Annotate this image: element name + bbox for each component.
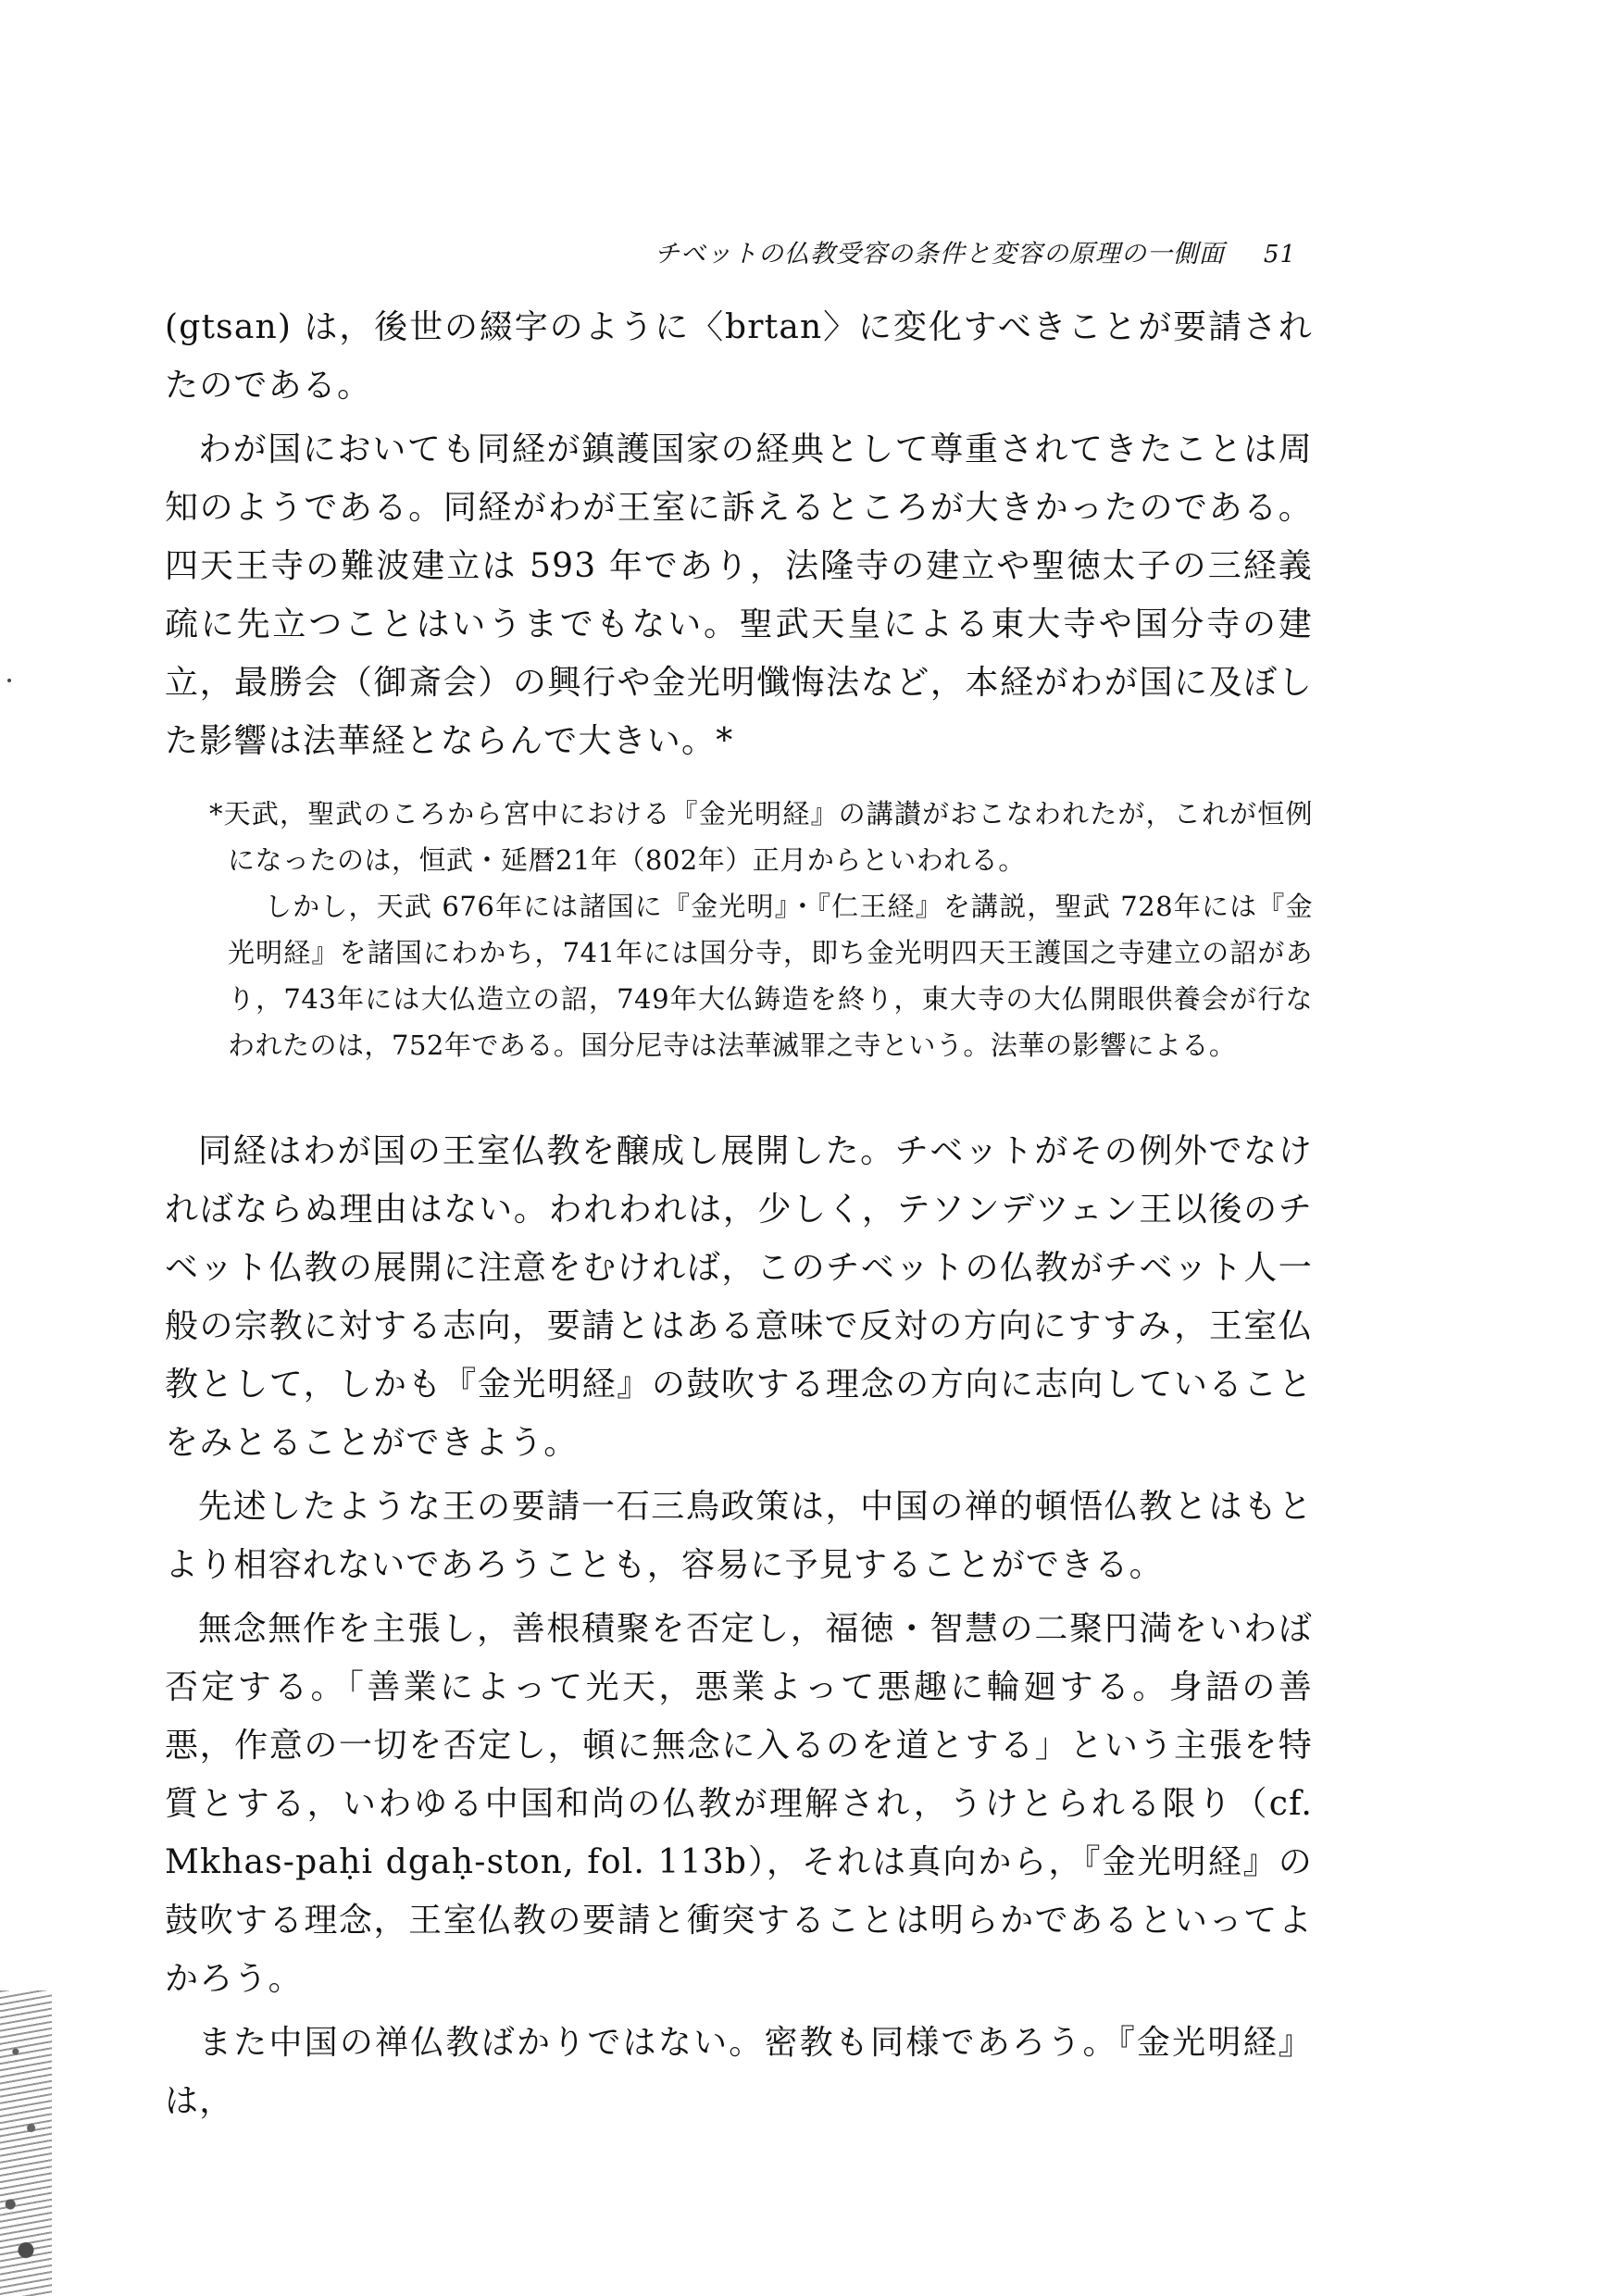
paragraph: 同経はわが国の王室仏教を醸成し展開した。チベットがその例外でなければならぬ理由はない。われわれは，少しく，テソンデツェン王以後のチベット仏教の展開に注意をむければ，このチベットの仏教がチベット人一般の宗教に対する志向，要請とはある意味で反対の方向にすすみ，王室仏教として，しかも『金光明経』の鼓吹する理念の方向に志向していることをみとることができよう。 <box>165 1132 1313 1462</box>
paragraph: わが国においても同経が鎮護国家の経典として尊重されてきたことは周知のようである。同経がわが王室に訴えるところが大きかったのである。四天王寺の難波建立は 593 年であり，法隆寺の建立や聖徳太子の三経義疏に先立つことはいうまでもない。聖武天皇による東大寺や国分寺の建立，最勝会（御斎会）の興行や金光明懺悔法など，本経がわが国に及ぼした影響は法華経とならんで大きい。* <box>165 430 1313 760</box>
paragraph-continuation: (gtsan) は，後世の綴字のように〈brtan〉に変化すべきことが要請されたのである。 <box>165 308 1313 405</box>
paragraph: 無念無作を主張し，善根積聚を否定し，福徳・智慧の二聚円満をいわば否定する。「善業によって光天，悪業よって悪趣に輪廻する。身語の善悪，作意の一切を否定し，頓に無念に入るのを道とする」という主張を特質とする，いわゆる中国和尚の仏教が理解され，うけとられる限り（cf. Mkhas-paḥi dgaḥ-ston, fol. 113b），それは真向から，『金光明経』の鼓吹する理念，王室仏教の要請と衝突することは明らかであるといってよかろう。 <box>165 1610 1313 1998</box>
page-number: 51 <box>1263 241 1296 268</box>
footnote-second: しかし，天武 676年には諸国に『金光明』・『仁王経』を講説，聖武 728年には『金光明経』を諸国にわかち，741年には国分寺，即ち金光明四天王護国之寺建立の詔があり，743年には大仏造立の詔，749年大仏鋳造を終り，東大寺の大仏開眼供養会が行なわれたのは，752年である。国分尼寺は法華滅罪之寺という。法華の影響による。 <box>228 891 1313 1061</box>
running-title: チベットの仏教受容の条件と変容の原理の一側面 <box>654 240 1225 268</box>
footnote <box>209 791 1313 1068</box>
footnote-spacer <box>165 1068 1313 1122</box>
paragraph: また中国の禅仏教ばかりではない。密教も同様であろう。『金光明経』は， <box>165 2024 1313 2120</box>
main-text <box>165 298 1313 2130</box>
paragraph: 先述したような王の要請一石三鳥政策は，中国の禅的頓悟仏教とはもとより相容れないであろうことも，容易に予見することができる。 <box>165 1488 1313 1584</box>
scan-speck <box>7 679 11 682</box>
running-header <box>593 233 1296 269</box>
footnote-first: *天武，聖武のころから宮中における『金光明経』の講讃がおこなわれたが，これが恒例になったのは，恒武・延暦21年（802年）正月からといわれる。 <box>209 798 1313 876</box>
scan-binding-shadow <box>0 1990 52 2296</box>
